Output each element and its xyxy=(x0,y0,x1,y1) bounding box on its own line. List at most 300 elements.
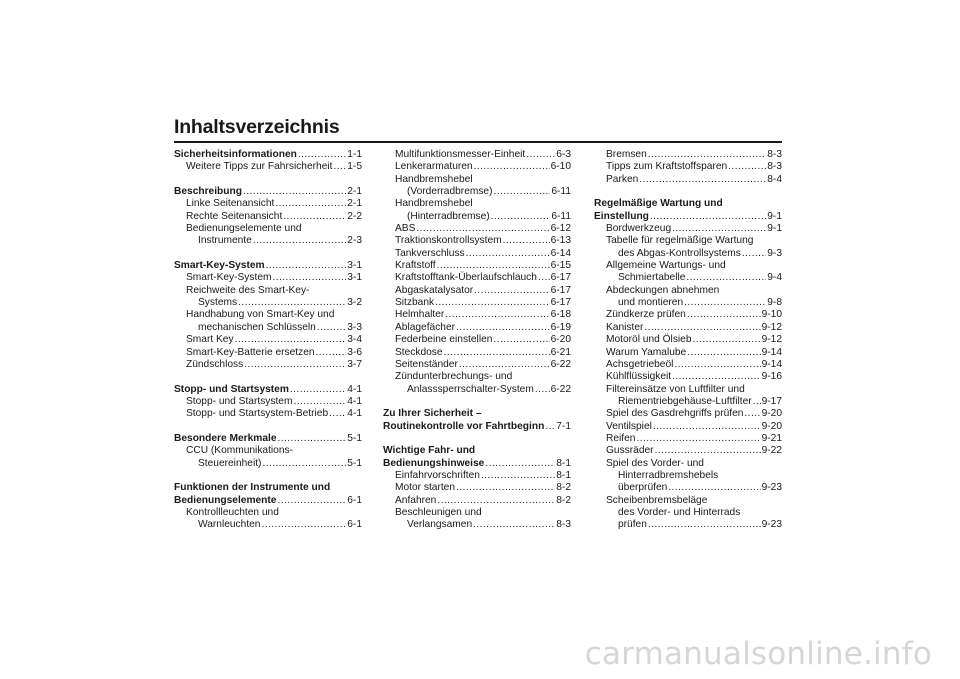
dot-leader xyxy=(272,272,346,284)
toc-entry-page: 6-22 xyxy=(550,358,571,370)
toc-entry-page: 9-23 xyxy=(761,482,782,494)
toc-entry-title: Regelmäßige Wartung und xyxy=(594,198,723,210)
toc-entry[interactable] xyxy=(174,297,362,309)
toc-entry-title: Stopp- und Startsystem-Betrieb xyxy=(186,408,329,420)
toc-entry-page: 6-17 xyxy=(550,284,571,296)
dot-leader xyxy=(636,433,760,445)
toc-entry-page: 9-1 xyxy=(767,223,782,235)
toc-entry[interactable] xyxy=(594,211,782,223)
toc-entry-title: Beschleunigen und xyxy=(395,506,482,518)
toc-entry-title: Linke Seitenansicht xyxy=(186,198,275,210)
toc-entry-title: Helmhalter xyxy=(395,309,445,321)
toc-entry-page: 3-2 xyxy=(347,297,362,309)
toc-entry[interactable] xyxy=(383,359,571,371)
dot-leader xyxy=(655,445,761,457)
toc-entry-title: Warnleuchten xyxy=(198,519,261,531)
toc-entry[interactable] xyxy=(383,470,571,482)
toc-entry-title: Allgemeine Wartungs- und xyxy=(606,260,726,272)
toc-entry-title: Ventilspiel xyxy=(606,420,652,432)
toc-entry[interactable] xyxy=(383,248,571,260)
dot-leader xyxy=(456,482,555,494)
toc-entry-page: 8-1 xyxy=(556,457,571,469)
toc-entry-page: 6-19 xyxy=(550,321,571,333)
toc-entry[interactable] xyxy=(383,507,571,519)
toc-entry[interactable] xyxy=(594,445,782,457)
toc-entry-title: Stopp- und Startsystem xyxy=(174,383,289,395)
toc-entry-title: Smart-Key-System xyxy=(186,272,272,284)
toc-entry[interactable] xyxy=(383,272,571,284)
toc-entry-page: 9-21 xyxy=(761,432,782,444)
toc-entry[interactable] xyxy=(174,433,362,445)
toc-entry-page: 4-1 xyxy=(347,408,362,420)
toc-entry[interactable] xyxy=(383,211,571,223)
toc-entry[interactable] xyxy=(174,161,362,173)
toc-entry-page: 8-2 xyxy=(556,494,571,506)
toc-entry[interactable] xyxy=(174,211,362,223)
toc-entry-page: 6-1 xyxy=(347,519,362,531)
toc-entry-title: Steuereinheit) xyxy=(198,457,262,469)
dot-leader xyxy=(466,248,550,260)
toc-entry-title: Anlasssperrschalter-System xyxy=(407,383,534,395)
toc-entry-page: 2-3 xyxy=(347,235,362,247)
toc-entry-title: Funktionen der Instrumente und xyxy=(174,482,331,494)
toc-entry-title: Kontrollleuchten und xyxy=(186,506,279,518)
toc-entry-title: Zündunterbrechungs- und xyxy=(395,371,513,383)
toc-entry-title: Kanister xyxy=(606,321,644,333)
toc-entry-title: Schmiertabelle xyxy=(618,272,686,284)
toc-entry[interactable] xyxy=(594,384,782,396)
toc-entry-page: 2-1 xyxy=(347,198,362,210)
toc-entry-page: 6-15 xyxy=(550,260,571,272)
dot-leader xyxy=(648,149,767,161)
dot-leader xyxy=(298,149,346,161)
toc-entry[interactable] xyxy=(594,433,782,445)
toc-entry-page: 6-10 xyxy=(550,161,571,173)
dot-leader xyxy=(445,309,549,321)
toc-entry[interactable] xyxy=(383,260,571,272)
toc-entry-title: Weitere Tipps zur Fahrsicherheit xyxy=(186,161,333,173)
toc-entry[interactable] xyxy=(594,334,782,346)
toc-entry[interactable] xyxy=(174,359,362,371)
dot-leader xyxy=(485,458,555,470)
toc-entry-page: 4-1 xyxy=(347,383,362,395)
dot-leader xyxy=(262,458,346,470)
toc-entry[interactable] xyxy=(594,272,782,284)
dot-leader xyxy=(494,186,551,198)
toc-entry-title: Sitzbank xyxy=(395,297,435,309)
toc-entry-page: 9-16 xyxy=(761,371,782,383)
dot-leader xyxy=(266,260,347,272)
toc-entry-title: Handbremshebel xyxy=(395,173,473,185)
toc-entry-page: 8-2 xyxy=(556,482,571,494)
toc-entry[interactable] xyxy=(174,347,362,359)
toc-entry-title: Kraftstofftank-Überlaufschlauch xyxy=(395,272,537,284)
toc-entry-title: Ablagefächer xyxy=(395,321,456,333)
toc-entry-title: Wichtige Fahr- und xyxy=(383,445,476,457)
dot-leader xyxy=(481,470,555,482)
toc-entry[interactable] xyxy=(594,495,782,507)
toc-entry[interactable] xyxy=(383,285,571,297)
toc-entry-page: 6-17 xyxy=(550,297,571,309)
toc-entry[interactable] xyxy=(594,174,782,186)
toc-entry-title: Stopp- und Startsystem xyxy=(186,395,293,407)
toc-entry-title: Einfahrvorschriften xyxy=(395,469,480,481)
dot-leader xyxy=(538,272,550,284)
toc-entry-page: 3-1 xyxy=(347,272,362,284)
toc-entry-title: Bordwerkzeug xyxy=(606,223,672,235)
toc-entry[interactable] xyxy=(594,235,782,247)
toc-entry[interactable] xyxy=(174,408,362,420)
toc-entry-title: Abgaskatalysator xyxy=(395,284,474,296)
toc-entry-title: Reichweite des Smart-Key- xyxy=(186,284,310,296)
toc-entry[interactable] xyxy=(174,458,362,470)
dot-leader xyxy=(493,334,549,346)
toc-entry-title: Gussräder xyxy=(606,445,654,457)
dot-leader xyxy=(648,519,761,531)
toc-entry-page: 6-13 xyxy=(550,235,571,247)
dot-leader xyxy=(437,495,555,507)
toc-entry-page: 3-4 xyxy=(347,334,362,346)
toc-entry-title: Systems xyxy=(198,297,238,309)
toc-entry[interactable] xyxy=(594,248,782,260)
dot-leader xyxy=(317,322,346,334)
toc-entry-page: 1-1 xyxy=(347,149,362,160)
toc-entry-page: 9-20 xyxy=(761,420,782,432)
toc-entry-page: 6-14 xyxy=(550,247,571,259)
toc-entry-title: Bedienungselemente xyxy=(174,494,277,506)
dot-leader xyxy=(244,359,346,371)
toc-entry[interactable] xyxy=(383,458,571,470)
toc-entry[interactable] xyxy=(383,384,571,396)
toc-entry-page: 3-7 xyxy=(347,358,362,370)
dot-leader xyxy=(687,309,761,321)
toc-entry-page: 9-12 xyxy=(761,334,782,346)
toc-entry[interactable] xyxy=(174,149,362,161)
toc-entry-page: 9-1 xyxy=(767,210,782,222)
dot-leader xyxy=(435,297,550,309)
toc-entry[interactable] xyxy=(383,223,571,235)
toc-entry-title: Zu Ihrer Sicherheit – xyxy=(383,408,482,420)
dot-leader xyxy=(235,334,347,346)
toc-entry-page: 9-23 xyxy=(761,519,782,531)
toc-entry-title: Tabelle für regelmäßige Wartung xyxy=(606,235,754,247)
dot-leader xyxy=(644,322,760,334)
toc-entry-title: Achsgetriebeöl xyxy=(606,358,674,370)
toc-entry-title: Riementriebgehäuse-Luftfilter xyxy=(618,395,752,407)
toc-entry[interactable] xyxy=(594,161,782,173)
toc-entry[interactable] xyxy=(383,445,571,457)
toc-entry-page: 5-1 xyxy=(347,432,362,444)
dot-leader xyxy=(278,433,347,445)
dot-leader xyxy=(437,260,550,272)
dot-leader xyxy=(283,211,346,223)
toc-entry-title: Tankverschluss xyxy=(395,247,465,259)
dot-leader xyxy=(674,359,760,371)
toc-entry-title: Smart-Key-System xyxy=(174,260,265,272)
toc-entry-page: 5-1 xyxy=(347,457,362,469)
toc-entry-title: CCU (Kommunikations- xyxy=(186,445,293,457)
toc-entry-page: 9-10 xyxy=(761,309,782,321)
toc-entry-title: und montieren xyxy=(618,297,684,309)
toc-entry[interactable] xyxy=(594,149,782,161)
toc-entry-page: 9-4 xyxy=(767,272,782,284)
toc-entry[interactable] xyxy=(594,198,782,210)
dot-leader xyxy=(503,235,550,247)
toc-entry-page: 9-17 xyxy=(761,395,782,407)
toc-entry[interactable] xyxy=(383,186,571,198)
toc-entry[interactable] xyxy=(174,396,362,408)
toc-entry-title: Handbremshebel xyxy=(395,198,473,210)
dot-leader xyxy=(261,519,346,531)
toc-entry[interactable] xyxy=(174,445,362,457)
dot-leader xyxy=(672,371,760,383)
toc-entry-page: 1-5 xyxy=(347,161,362,173)
toc-entry-page: 2-2 xyxy=(347,210,362,222)
toc-column-3 xyxy=(594,149,782,532)
toc-entry[interactable] xyxy=(594,309,782,321)
toc-entry[interactable] xyxy=(174,186,362,198)
toc-entry-title: des Vorder- und Hinterrads xyxy=(618,506,741,518)
toc-entry[interactable] xyxy=(174,322,362,334)
toc-entry[interactable] xyxy=(383,149,571,161)
toc-entry-title: Beschreibung xyxy=(174,186,242,198)
dot-leader xyxy=(668,482,760,494)
dot-leader xyxy=(333,161,346,173)
toc-entry-page: 6-11 xyxy=(551,210,571,222)
toc-entry-title: prüfen xyxy=(618,519,647,531)
toc-entry-page: 6-17 xyxy=(550,272,571,284)
toc-entry-title: mechanischen Schlüsseln xyxy=(198,321,316,333)
toc-entry[interactable] xyxy=(383,347,571,359)
toc-entry-title: Bedienungselemente und xyxy=(186,223,302,235)
title-rule xyxy=(174,141,782,143)
toc-entry-title: Filtereinsätze von Luftfilter und xyxy=(606,383,745,395)
toc-entry-title: Lenkerarmaturen xyxy=(395,161,473,173)
toc-entry-title: (Vorderradbremse) xyxy=(407,186,493,198)
toc-entry-title: Kraftstoff xyxy=(395,260,436,272)
toc-entry-page: 6-12 xyxy=(550,223,571,235)
toc-entry[interactable] xyxy=(383,322,571,334)
dot-leader xyxy=(535,384,550,396)
dot-leader xyxy=(744,408,760,420)
dot-leader xyxy=(238,297,346,309)
dot-leader xyxy=(526,149,555,161)
toc-entry-page: 8-3 xyxy=(767,149,782,160)
toc-entry-page: 6-22 xyxy=(550,383,571,395)
toc-entry[interactable] xyxy=(594,371,782,383)
toc-entry[interactable] xyxy=(174,495,362,507)
toc-entry[interactable] xyxy=(174,384,362,396)
toc-entry-page: 3-6 xyxy=(347,346,362,358)
toc-entry-title: Warum Yamalube xyxy=(606,346,687,358)
toc-entry-page: 8-4 xyxy=(767,173,782,185)
dot-leader xyxy=(742,248,766,260)
toc-entry-title: Instrumente xyxy=(198,235,252,247)
toc-entry-title: Motoröl und Ölsieb xyxy=(606,334,692,346)
toc-entry[interactable] xyxy=(174,482,362,494)
toc-entry[interactable] xyxy=(594,458,782,470)
toc-entry[interactable] xyxy=(594,421,782,433)
toc-entry[interactable] xyxy=(174,223,362,235)
dot-leader xyxy=(639,174,766,186)
toc-entry[interactable] xyxy=(383,309,571,321)
toc-entry[interactable] xyxy=(174,272,362,284)
toc-entry-title: Smart-Key-Batterie ersetzen xyxy=(186,346,315,358)
toc-entry[interactable] xyxy=(594,507,782,519)
toc-entry-page: 6-21 xyxy=(550,346,571,358)
toc-entry-page: 8-3 xyxy=(767,161,782,173)
dot-leader xyxy=(459,359,550,371)
toc-entry-title: Zündschloss xyxy=(186,358,244,370)
toc-entry-page: 9-8 xyxy=(767,297,782,309)
dot-leader xyxy=(686,272,766,284)
dot-leader xyxy=(275,198,346,210)
toc-entry[interactable] xyxy=(594,359,782,371)
toc-entry[interactable] xyxy=(383,482,571,494)
toc-entry[interactable] xyxy=(383,161,571,173)
toc-entry-title: ABS xyxy=(395,223,416,235)
dot-leader xyxy=(728,161,766,173)
toc-entry[interactable] xyxy=(174,334,362,346)
toc-entry-title: Verlangsamen xyxy=(407,519,473,531)
toc-entry-title: Sicherheitsinformationen xyxy=(174,149,297,160)
dot-leader xyxy=(545,421,555,433)
dot-leader xyxy=(473,519,555,531)
toc-entry-page: 9-20 xyxy=(761,408,782,420)
dot-leader xyxy=(277,495,346,507)
page-title: Inhaltsverzeichnis xyxy=(174,116,340,138)
toc-entry[interactable] xyxy=(383,408,571,420)
toc-entry-title: Multifunktionsmesser-Einheit xyxy=(395,149,526,160)
dot-leader xyxy=(753,396,761,408)
dot-leader xyxy=(329,408,346,420)
toc-entry-title: (Hinterradbremse) xyxy=(407,210,490,222)
toc-entry[interactable] xyxy=(174,260,362,272)
toc-entry[interactable] xyxy=(594,322,782,334)
dot-leader xyxy=(653,421,761,433)
toc-entry[interactable] xyxy=(594,223,782,235)
toc-entry-page: 4-1 xyxy=(347,395,362,407)
toc-entry-page: 2-1 xyxy=(347,186,362,198)
toc-entry-page: 6-20 xyxy=(550,334,571,346)
toc-entry-page: 9-22 xyxy=(761,445,782,457)
toc-entry[interactable] xyxy=(383,174,571,186)
toc-entry[interactable] xyxy=(383,198,571,210)
toc-entry-title: Zündkerze prüfen xyxy=(606,309,686,321)
dot-leader xyxy=(650,211,766,223)
toc-entry-page: 8-3 xyxy=(556,519,571,531)
toc-entry-page: 8-1 xyxy=(556,469,571,481)
toc-entry-page: 3-1 xyxy=(347,260,362,272)
toc-entry-title: Handhabung von Smart-Key und xyxy=(186,309,335,321)
dot-leader xyxy=(474,161,550,173)
dot-leader xyxy=(474,285,549,297)
toc-entry-page: 6-3 xyxy=(556,149,571,160)
toc-entry[interactable] xyxy=(383,519,571,531)
toc-entry[interactable] xyxy=(383,495,571,507)
toc-entry-title: Spiel des Gasdrehgriffs prüfen xyxy=(606,408,744,420)
toc-entry-title: des Abgas-Kontrollsystems xyxy=(618,247,741,259)
toc-entry-title: Hinterradbremshebels xyxy=(618,469,719,481)
dot-leader xyxy=(693,334,761,346)
toc-entry-title: Steckdose xyxy=(395,346,443,358)
toc-entry-title: Tipps zum Kraftstoffsparen xyxy=(606,161,728,173)
toc-entry-page: 3-3 xyxy=(347,321,362,333)
toc-entry-title: Smart Key xyxy=(186,334,234,346)
watermark: carmanualsonline.info xyxy=(584,636,932,672)
toc-entry[interactable] xyxy=(383,421,571,433)
dot-leader xyxy=(684,297,766,309)
toc-entry-title: Scheibenbremsbeläge xyxy=(606,494,708,506)
dot-leader xyxy=(687,347,760,359)
toc-entry[interactable] xyxy=(174,507,362,519)
toc-entry-title: Rechte Seitenansicht xyxy=(186,210,283,222)
toc-entry-page: 9-3 xyxy=(767,247,782,259)
toc-entry[interactable] xyxy=(594,260,782,272)
toc-entry[interactable] xyxy=(174,519,362,531)
toc-entry-page: 6-18 xyxy=(550,309,571,321)
dot-leader xyxy=(293,396,346,408)
toc-entry[interactable] xyxy=(383,235,571,247)
toc-entry-title: Kühlflüssigkeit xyxy=(606,371,672,383)
toc-entry-page: 6-1 xyxy=(347,494,362,506)
toc-entry[interactable] xyxy=(174,309,362,321)
dot-leader xyxy=(456,322,550,334)
dot-leader xyxy=(444,347,550,359)
toc-entry-title: Motor starten xyxy=(395,482,456,494)
dot-leader xyxy=(672,223,766,235)
toc-entry-title: Routinekontrolle vor Fahrtbeginn xyxy=(383,420,545,432)
dot-leader xyxy=(290,384,346,396)
toc-entry-title: Traktionskontrollsystem xyxy=(395,235,502,247)
dot-leader xyxy=(253,235,346,247)
toc-column-1 xyxy=(174,149,362,532)
toc-entry[interactable] xyxy=(174,235,362,247)
toc-entry[interactable] xyxy=(594,396,782,408)
dot-leader xyxy=(316,347,347,359)
toc-entry-page: 6-11 xyxy=(551,186,571,198)
toc-entry-page: 7-1 xyxy=(556,420,571,432)
dot-leader xyxy=(243,186,346,198)
dot-leader xyxy=(416,223,549,235)
toc-entry[interactable] xyxy=(594,297,782,309)
toc-entry-title: Spiel des Vorder- und xyxy=(606,457,704,469)
toc-entry[interactable] xyxy=(383,371,571,383)
toc-entry-title: Anfahren xyxy=(395,494,437,506)
toc-entry-title: Seitenständer xyxy=(395,358,458,370)
toc-entry-page: 9-12 xyxy=(761,321,782,333)
toc-entry[interactable] xyxy=(383,334,571,346)
toc-entry-title: überprüfen xyxy=(618,482,668,494)
toc-entry[interactable] xyxy=(594,470,782,482)
toc-entry-title: Reifen xyxy=(606,432,636,444)
toc-column-2 xyxy=(383,149,571,532)
toc-entry[interactable] xyxy=(594,519,782,531)
toc-entry[interactable] xyxy=(594,408,782,420)
toc-entry[interactable] xyxy=(174,198,362,210)
toc-entry-page: 9-14 xyxy=(761,358,782,370)
toc-entry[interactable] xyxy=(594,285,782,297)
toc-entry[interactable] xyxy=(594,482,782,494)
toc-entry-title: Bremsen xyxy=(606,149,647,160)
toc-entry[interactable] xyxy=(383,297,571,309)
toc-entry[interactable] xyxy=(594,347,782,359)
toc-entry-title: Einstellung xyxy=(594,210,649,222)
toc-entry-page: 9-14 xyxy=(761,346,782,358)
dot-leader xyxy=(491,211,551,223)
toc-entry[interactable] xyxy=(174,285,362,297)
toc-entry-title: Parken xyxy=(606,173,639,185)
